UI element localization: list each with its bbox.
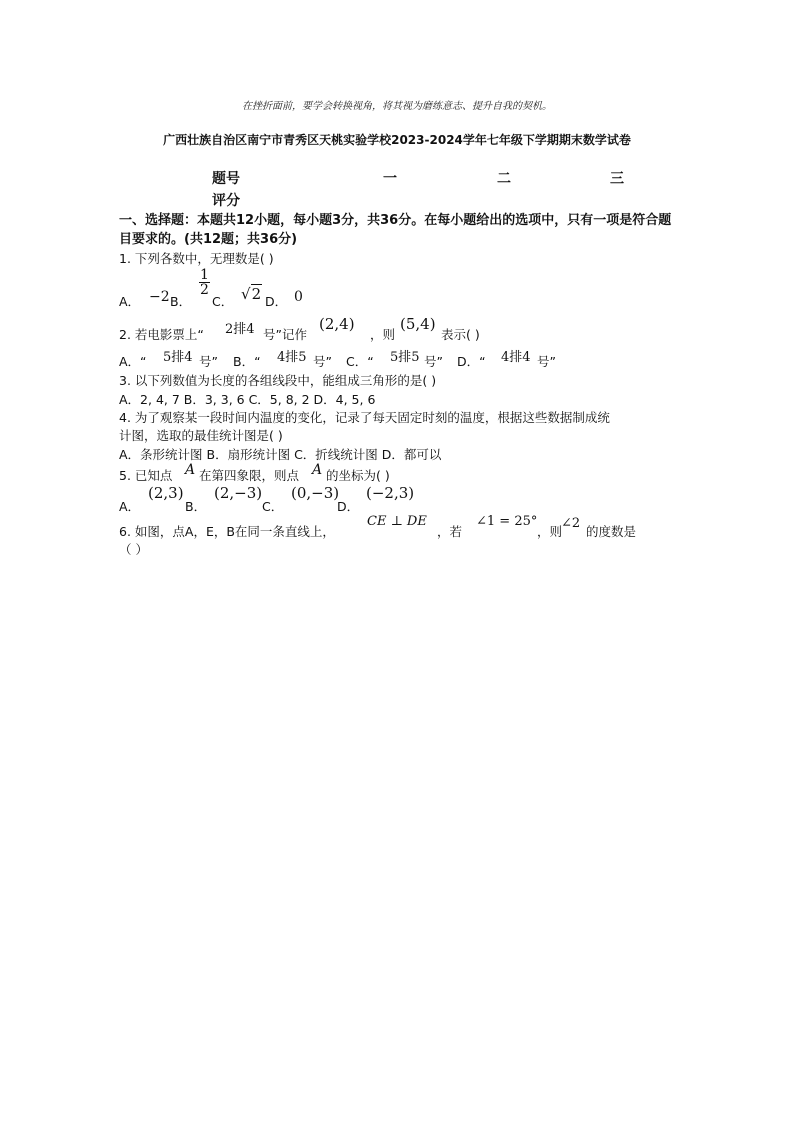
q1-option-c-label: C． [212,294,234,309]
q5-option-d-value: (−2,3) [366,484,415,502]
q5-option-c-value: (0,−3) [291,484,340,502]
q2-option-c-end: 号” [424,354,443,369]
q5-point-a-2: A [312,462,323,478]
q2-option-d: D．“ [457,354,486,369]
q6-stem-math-3: ∠2 [561,516,581,531]
q5-stem-part-1: 5. 已知点 [119,468,173,483]
question-3-stem: 3. 以下列数值为长度的各组线段中，能组成三角形的是( ) [119,373,437,388]
score-table-row-label: 题号 [212,171,240,187]
q1-fraction-denominator: 2 [200,282,209,298]
q5-option-c-label: C． [262,499,284,514]
q5-point-a: A [185,462,196,478]
q1-option-d-value: 0 [294,289,303,305]
q6-stem-math-2: ∠1 = 25° [476,514,538,529]
q2-stem-part-1: 2. 若电影票上“ [119,327,204,342]
q2-option-a-math: 5排4 [163,350,193,365]
q5-stem-part-3: 的坐标为( ) [326,468,390,483]
sqrt-icon: √ [241,285,251,303]
score-table-col-2: 二 [497,171,511,187]
q1-option-d-label: D． [265,294,288,309]
q1-option-b-label: B． [170,294,192,309]
question-3-options: A．2, 4, 7 B．3, 3, 6 C．5, 8, 2 D．4, 5, 6 [119,392,376,407]
q2-option-c-math: 5排5 [390,350,420,365]
question-6-stem-line-2: （ ） [119,542,148,557]
q1-option-c-value: 2 [251,285,262,303]
question-4-stem-line-2: 计图，选取的最佳统计图是( ) [119,428,283,443]
q6-stem-part-3: ，则 [537,524,563,539]
q5-option-d-label: D． [337,499,360,514]
q2-stem-part-4: 表示( ) [441,327,480,342]
q2-option-d-end: 号” [537,354,556,369]
q2-option-b-math: 4排5 [277,350,307,365]
q6-stem-part-2: ，若 [437,524,463,539]
score-table-col-1: 一 [383,171,397,187]
q1-option-a-label: A． [119,294,141,309]
q5-option-a-value: (2,3) [148,484,184,502]
q5-option-b-label: B． [185,499,207,514]
q1-fraction-numerator: 1 [200,267,209,283]
q5-option-a-label: A． [119,499,141,514]
q2-stem-coord-1: (2,4) [319,315,355,333]
q2-option-a-end: 号” [199,354,218,369]
question-4-stem-line-1: 4. 为了观察某一段时间内温度的变化，记录了每天固定时刻的温度，根据这些数据制成统 [119,410,610,425]
question-1-stem: 1. 下列各数中，无理数是( ) [119,251,274,266]
q1-option-b-fraction [199,268,210,297]
q2-option-c: C．“ [346,354,374,369]
q2-stem-coord-2: (5,4) [400,315,436,333]
q2-stem-math-1: 2排4 [225,322,255,337]
page-title: 广西壮族自治区南宁市青秀区天桃实验学校2023-2024学年七年级下学期期末数学试卷 [163,133,631,147]
q6-stem-math-1: CE ⊥ DE [367,514,427,529]
q2-option-b-end: 号” [313,354,332,369]
score-table-score-label: 评分 [212,193,240,209]
q6-stem-part-4: 的度数是 [586,524,637,539]
q2-option-b: B．“ [233,354,261,369]
q5-option-b-value: (2,−3) [214,484,263,502]
q6-stem-part-1: 6. 如图，点A，E，B在同一条直线上， [119,524,335,539]
score-table-col-3: 三 [610,171,624,187]
q5-stem-part-2: 在第四象限，则点 [199,468,300,483]
q2-option-a: A．“ [119,354,147,369]
q1-option-c-sqrt [241,285,262,303]
q2-option-d-math: 4排4 [501,350,531,365]
question-4-options: A．条形统计图 B．扇形统计图 C．折线统计图 D．都可以 [119,447,442,462]
section-1-heading: 一、选择题：本题共12小题，每小题3分，共36分。在每小题给出的选项中，只有一项是符合题目要求的。(共12题；共36分) [119,213,672,247]
q1-option-a-value: −2 [149,289,170,305]
q2-stem-part-3: ，则 [370,327,396,342]
q2-stem-part-2: 号”记作 [263,327,307,342]
header-motto: 在挫折面前，要学会转换视角，将其视为磨练意志、提升自我的契机。 [242,101,552,112]
